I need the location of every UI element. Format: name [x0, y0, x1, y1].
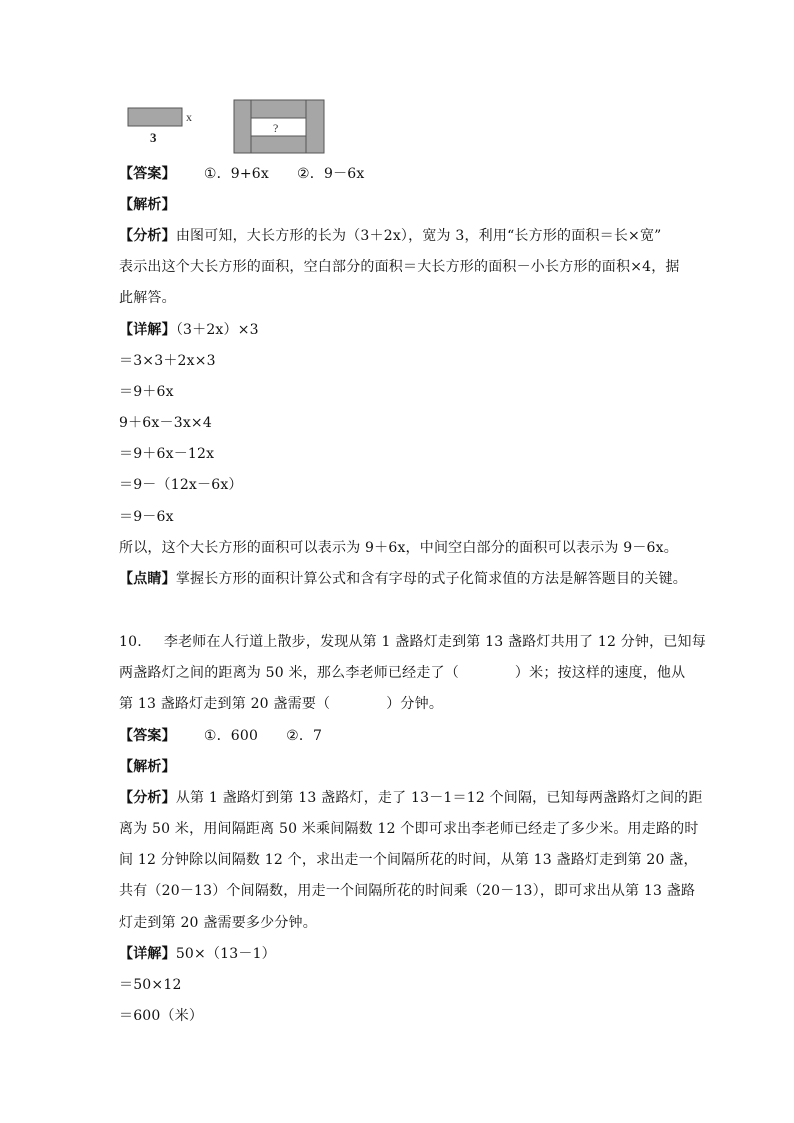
q9-conclusion: 所以，这个大长方形的面积可以表示为 9＋6x，中间空白部分的面积可以表示为 9－6x。 [119, 540, 678, 556]
q10-step: ＝600（米） [119, 1008, 204, 1024]
answer-1: ①．9+6x [203, 166, 270, 182]
stem-text: 第 13 盏路灯走到第 20 盏需要（ [119, 696, 331, 712]
q9-fenxi-line-2: 表示出这个大长方形的面积，空白部分的面积＝大长方形的面积－小长方形的面积×4，据 [119, 259, 680, 275]
question-mark: ? [273, 121, 279, 135]
fenxi-tag: 【分析】 [119, 790, 176, 806]
q10-fenxi-line-1 [119, 788, 703, 808]
small-rectangle [128, 108, 182, 126]
dianjing-tag: 【点睛】 [119, 571, 176, 587]
question-number: 10. [119, 634, 142, 650]
answer-tag: 【答案】 [119, 728, 176, 744]
detail-text: （3＋2x）×3 [175, 322, 259, 338]
fenxi-tag: 【分析】 [119, 228, 176, 244]
q10-fenxi-line-4: 共有（20－13）个间隔数，用走一个间隔所花的时间乘（20－13），即可求出从第 13 盏路 [119, 883, 696, 899]
q9-dianjing-line [119, 569, 687, 589]
q9-step: ＝9＋6x [119, 384, 174, 400]
q10-stem-line-1 [119, 632, 706, 652]
answer-tag: 【答案】 [119, 166, 176, 182]
q10-fenxi-line-2: 离为 50 米，用间隔距离 50 米乘间隔数 12 个即可求出李老师已经走了多少米。用走路的时 [119, 821, 699, 837]
stem-text: ）米；按这样的速度，他从 [514, 665, 686, 681]
analysis-tag: 【解析】 [119, 197, 176, 213]
q10-fenxi-line-3: 间 12 分钟除以间隔数 12 个，求出走一个间隔所花的时间，从第 13 盏路灯走到第 20 盏， [119, 852, 698, 868]
detail-text: 50×（13－1） [175, 946, 276, 962]
q9-fenxi-line-1 [119, 226, 662, 246]
answer-1: ①．600 [203, 728, 259, 744]
fenxi-text: 从第 1 盏路灯到第 13 盏路灯，走了 13－1＝12 个间隔，已知每两盏路灯之间的距 [175, 790, 703, 806]
q9-detail-line-1 [119, 320, 259, 340]
stem-text: 李老师在人行道上散步，发现从第 1 盏路灯走到第 13 盏路灯共用了 12 分钟，已知每 [163, 634, 706, 650]
q10-step: ＝50×12 [119, 977, 182, 993]
dianjing-text: 掌握长方形的面积计算公式和含有字母的式子化简求值的方法是解答题目的关键。 [175, 571, 688, 587]
rectangle-figure [120, 96, 340, 154]
q9-step: ＝9－（12x－6x） [119, 477, 243, 493]
answer-2: ②．9－6x [297, 166, 365, 182]
stem-text: 两盏路灯之间的距离为 50 米，那么李老师已经走了（ [119, 665, 459, 681]
q10-stem-line-2 [119, 663, 685, 683]
q10-detail-line-1 [119, 944, 276, 964]
q9-step: ＝9－6x [119, 509, 174, 525]
detail-tag: 【详解】 [119, 946, 176, 962]
q10-fenxi-line-5: 灯走到第 20 盏需要多少分钟。 [119, 915, 317, 931]
q9-step: ＝3×3＋2x×3 [119, 353, 216, 369]
analysis-tag: 【解析】 [119, 759, 176, 775]
blank-area [251, 118, 306, 136]
detail-tag: 【详解】 [119, 322, 176, 338]
q9-fenxi-line-3: 此解答。 [119, 290, 176, 306]
q9-step: 9＋6x－3x×4 [119, 415, 212, 431]
small-rectangle-side-label: x [186, 110, 192, 124]
q10-answer-line [119, 726, 322, 746]
q9-answer-line [119, 164, 364, 184]
q10-stem-line-3 [119, 694, 443, 714]
q9-step: ＝9＋6x－12x [119, 446, 215, 462]
small-rectangle-width-label: 3 [150, 130, 157, 145]
answer-2: ②．7 [286, 728, 323, 744]
fenxi-text: 由图可知，大长方形的长为（3＋2x），宽为 3，利用“长方形的面积＝长×宽” [175, 228, 662, 244]
stem-text: ）分钟。 [386, 696, 444, 712]
